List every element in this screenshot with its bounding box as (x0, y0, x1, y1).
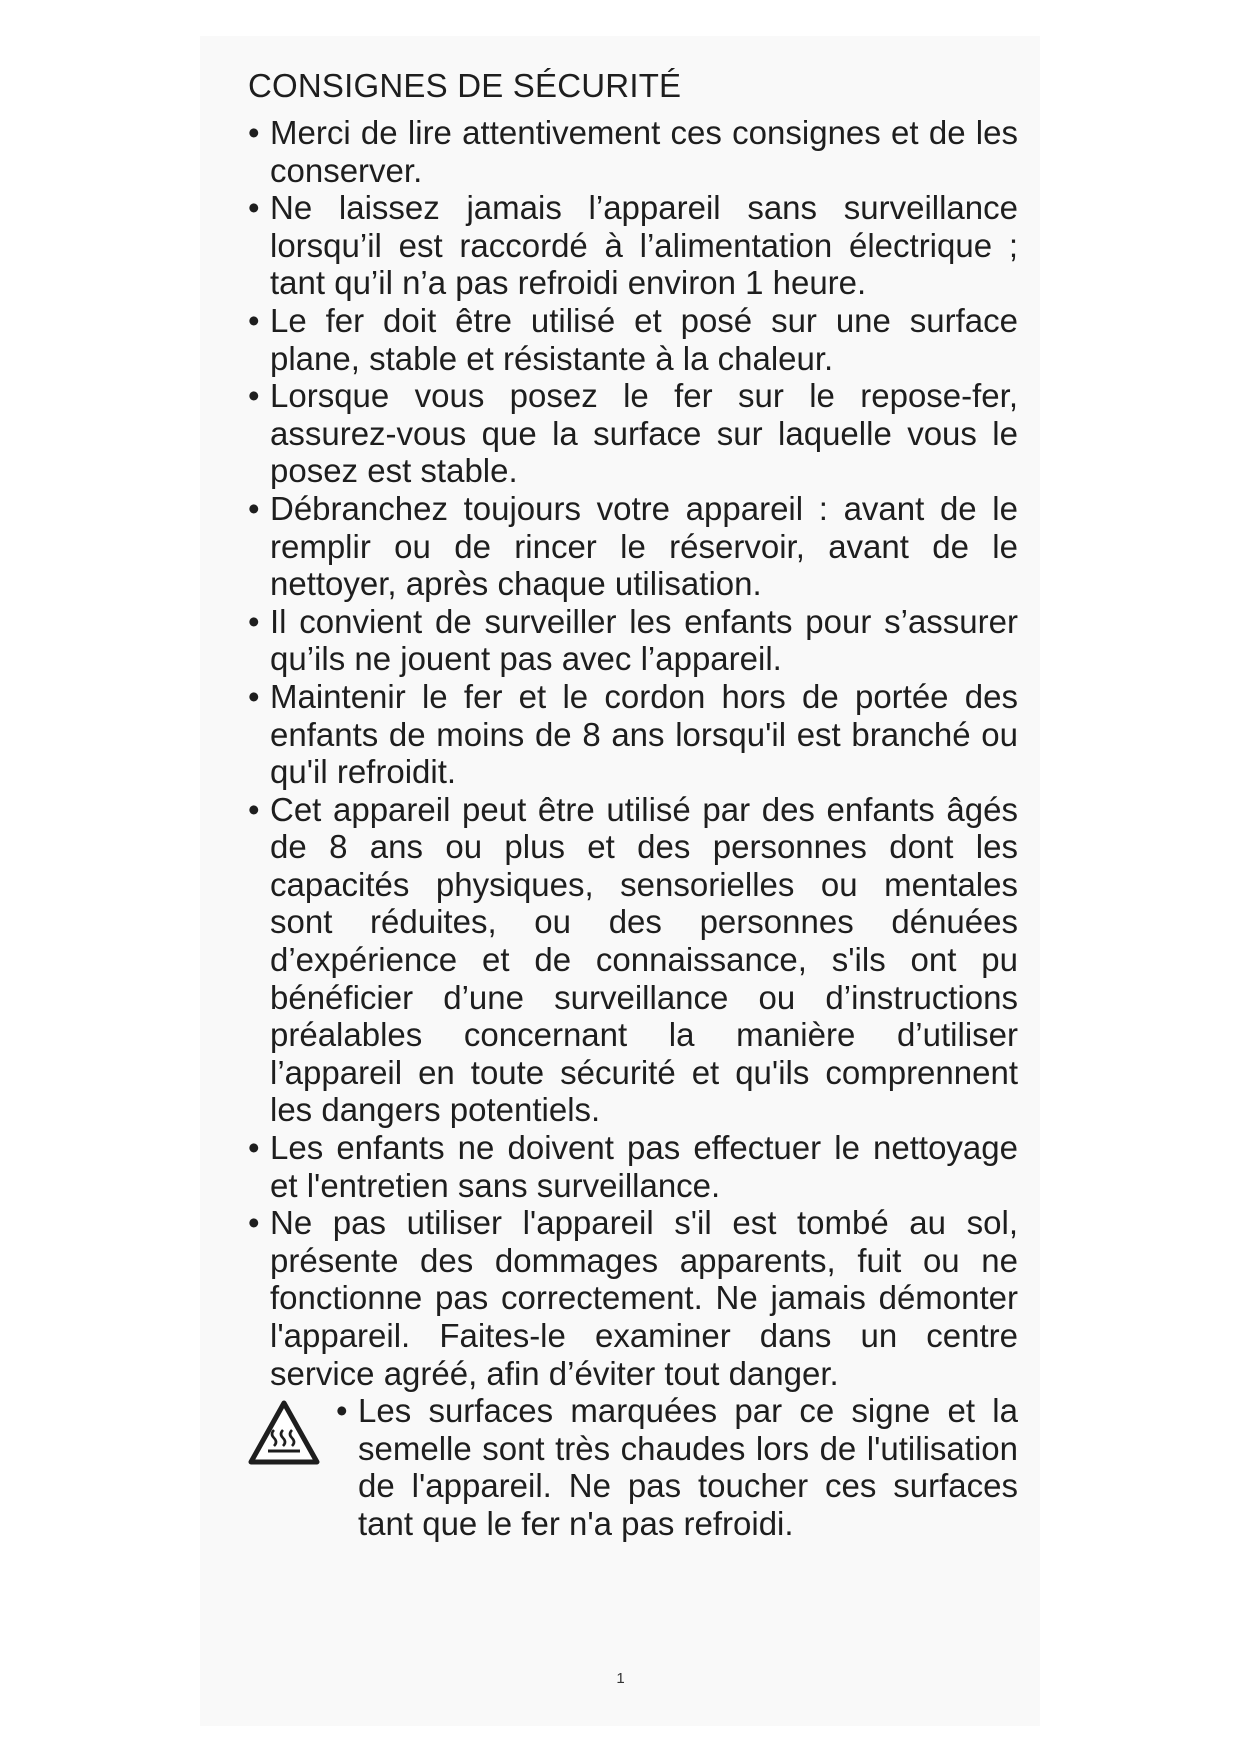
bullet: • (336, 1392, 348, 1430)
item-text: Débranchez toujours votre appareil : avant de le remplir ou de rincer le réservoir, avant de le nettoyer, après chaque utilisation. (270, 489, 1018, 603)
list-item (248, 1129, 1018, 1204)
safety-instructions (248, 62, 1018, 1543)
hot-surface-warning-icon (248, 1400, 320, 1466)
list-item (248, 114, 1018, 189)
bullet: • (248, 1129, 260, 1167)
list-item (248, 302, 1018, 377)
bullet: • (248, 489, 260, 527)
item-text: Le fer doit être utilisé et posé sur une surface plane, stable et résistante à la chaleur. (270, 301, 1018, 377)
list-item (248, 1204, 1018, 1392)
item-text: Cet appareil peut être utilisé par des enfants âgés de 8 ans ou plus et des personnes dont les capacités physiques, sensorielles ou mentales sont réduites, ou des personnes dénuées d’expérience et de connaissance, s'ils ont pu bénéficier d’une surveillance ou d’instructions préalables concernant la manière d’utiliser l’appareil en toute sécurité et qu'ils comprennent les dangers potentiels. (270, 790, 1018, 1129)
bullet: • (248, 602, 260, 640)
instruction-list (248, 114, 1018, 1392)
page-number: 1 (616, 1670, 625, 1687)
bullet: • (248, 790, 260, 828)
item-text: Il convient de surveiller les enfants pour s’assurer qu’ils ne jouent pas avec l’appareil. (270, 602, 1018, 678)
item-text: Lorsque vous posez le fer sur le repose-fer, assurez-vous que la surface sur laquelle vous le posez est stable. (270, 377, 1018, 490)
list-item (248, 189, 1018, 302)
bullet: • (248, 377, 260, 415)
warning-text-block (336, 1392, 1018, 1542)
bullet: • (248, 677, 260, 715)
item-text: Les enfants ne doivent pas effectuer le nettoyage et l'entretien sans surveillance. (270, 1129, 1018, 1204)
item-text: Merci de lire attentivement ces consignes et de les conserver. (270, 114, 1018, 189)
page-title: CONSIGNES DE SÉCURITÉ (248, 67, 682, 104)
list-item (248, 678, 1018, 791)
warning-text: Les surfaces marquées par ce signe et la semelle sont très chaudes lors de l'utilisation de l'appareil. Ne pas toucher ces surfaces tant que le fer n'a pas refroidi. (358, 1392, 1018, 1542)
bullet: • (248, 301, 260, 339)
item-text: Ne laissez jamais l’appareil sans surveillance lorsqu’il est raccordé à l’alimentation électrique ; tant qu’il n’a pas refroidi environ 1 heure. (270, 189, 1018, 302)
item-text: Maintenir le fer et le cordon hors de portée des enfants de moins de 8 ans lorsqu'il est branché ou qu'il refroidit. (270, 677, 1018, 791)
item-text: Ne pas utiliser l'appareil s'il est tombé au sol, présente des dommages apparents, fuit ou ne fonctionne pas correctement. Ne jamais démonter l'appareil. Faites-le examiner dans un centre service agréé, afin d’éviter tout danger. (270, 1204, 1018, 1392)
list-item (248, 490, 1018, 603)
bullet: • (248, 114, 260, 151)
list-item (248, 377, 1018, 490)
list-item (248, 791, 1018, 1129)
bullet: • (248, 1204, 260, 1242)
list-item (248, 603, 1018, 678)
hot-surface-warning (248, 1392, 1018, 1542)
bullet: • (248, 189, 260, 227)
